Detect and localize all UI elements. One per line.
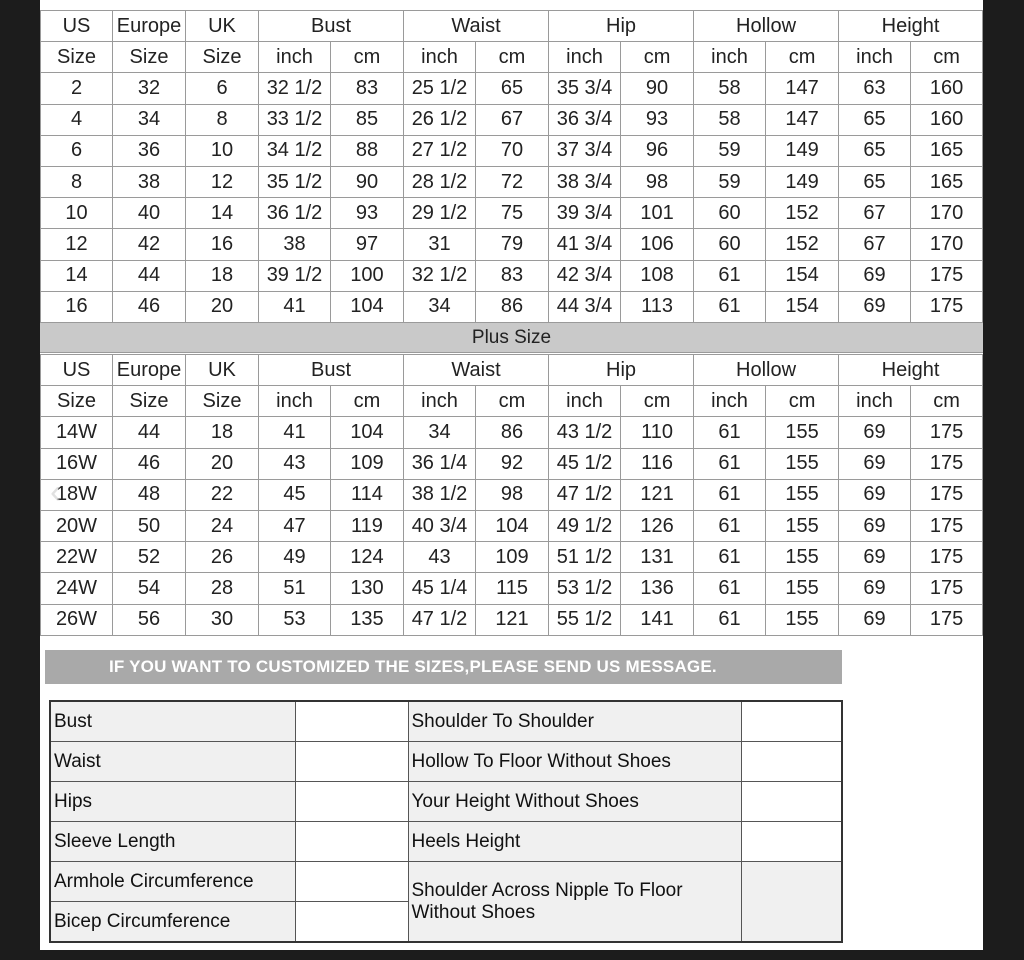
header-row [41, 355, 983, 386]
unit-cm-header: cm [766, 386, 839, 417]
table-cell: 12 [186, 166, 259, 197]
group-header-height: Height [839, 11, 983, 42]
table-cell: 69 [839, 510, 911, 541]
group-header-hip: Hip [549, 355, 694, 386]
table-cell: 61 [694, 417, 766, 448]
table-cell: 44 3/4 [549, 291, 621, 322]
table-cell: 155 [766, 573, 839, 604]
table-cell: 29 1/2 [404, 198, 476, 229]
table-cell: 36 3/4 [549, 104, 621, 135]
custom-measurement-form [49, 700, 843, 943]
table-cell: 69 [839, 479, 911, 510]
table-cell: 39 1/2 [259, 260, 331, 291]
table-cell: 175 [911, 542, 983, 573]
table-cell: 141 [621, 604, 694, 635]
table-cell: 25 1/2 [404, 73, 476, 104]
table-cell: 45 [259, 479, 331, 510]
table-cell: 50 [113, 510, 186, 541]
table-cell: 131 [621, 542, 694, 573]
table-cell: 20 [186, 291, 259, 322]
table-cell: 79 [476, 229, 549, 260]
table-cell: 12 [41, 229, 113, 260]
uk-size-header: UK [186, 11, 259, 42]
table-cell: 108 [621, 260, 694, 291]
table-cell: 49 1/2 [549, 510, 621, 541]
table-cell: 93 [331, 198, 404, 229]
table-cell: 16 [186, 229, 259, 260]
table-cell: 18W [41, 479, 113, 510]
table-cell: 44 [113, 260, 186, 291]
table-cell: 69 [839, 291, 911, 322]
table-cell: 152 [766, 198, 839, 229]
table-cell: 175 [911, 573, 983, 604]
table-cell: 126 [621, 510, 694, 541]
table-cell: 38 1/2 [404, 479, 476, 510]
table-cell: 65 [839, 104, 911, 135]
form-row [50, 822, 842, 862]
table-cell: 10 [186, 135, 259, 166]
table-cell: 38 [259, 229, 331, 260]
uk-size-header: UK [186, 355, 259, 386]
table-cell: 136 [621, 573, 694, 604]
table-cell: 26 [186, 542, 259, 573]
group-header-bust: Bust [259, 355, 404, 386]
table-cell: 44 [113, 417, 186, 448]
table-cell: 26 1/2 [404, 104, 476, 135]
table-cell: 52 [113, 542, 186, 573]
table-cell: 152 [766, 229, 839, 260]
table-cell: 83 [476, 260, 549, 291]
table-cell: 33 1/2 [259, 104, 331, 135]
unit-cm-header: cm [476, 42, 549, 73]
table-cell: 106 [621, 229, 694, 260]
table-cell: 24 [186, 510, 259, 541]
unit-cm-header: cm [331, 42, 404, 73]
table-cell: 175 [911, 291, 983, 322]
table-cell: 32 1/2 [404, 260, 476, 291]
form-label: Waist [50, 742, 295, 782]
table-cell: 69 [839, 448, 911, 479]
table-cell: 69 [839, 417, 911, 448]
unit-cm-header: cm [621, 42, 694, 73]
table-cell: 61 [694, 510, 766, 541]
table-cell: 69 [839, 573, 911, 604]
table-cell: 35 1/2 [259, 166, 331, 197]
table-cell: 124 [331, 542, 404, 573]
table-cell: 41 [259, 291, 331, 322]
table-cell: 36 1/2 [259, 198, 331, 229]
table-row [41, 291, 983, 322]
group-header-waist: Waist [404, 11, 549, 42]
table-row [41, 417, 983, 448]
table-cell: 35 3/4 [549, 73, 621, 104]
table-cell: 28 [186, 573, 259, 604]
form-label: Bust [50, 701, 295, 742]
table-cell: 6 [186, 73, 259, 104]
form-input-field[interactable] [295, 742, 408, 782]
table-cell: 175 [911, 448, 983, 479]
table-row [41, 198, 983, 229]
table-cell: 54 [113, 573, 186, 604]
form-input-field[interactable] [295, 902, 408, 943]
table-cell: 41 3/4 [549, 229, 621, 260]
unit-inch-header: inch [549, 42, 621, 73]
unit-inch-header: inch [694, 386, 766, 417]
table-cell: 53 [259, 604, 331, 635]
table-cell: 155 [766, 448, 839, 479]
table-cell: 16W [41, 448, 113, 479]
table-cell: 34 [113, 104, 186, 135]
form-row [50, 701, 842, 742]
table-cell: 69 [839, 260, 911, 291]
form-input-field[interactable] [295, 782, 408, 822]
table-cell: 116 [621, 448, 694, 479]
chevron-left-icon[interactable]: ‹ [50, 473, 62, 511]
form-label: Hollow To Floor Without Shoes [408, 742, 741, 782]
table-cell: 2 [41, 73, 113, 104]
custom-size-banner: IF YOU WANT TO CUSTOMIZED THE SIZES,PLEASE SEND US MESSAGE. [45, 650, 842, 684]
table-cell: 104 [476, 510, 549, 541]
unit-cm-header: cm [476, 386, 549, 417]
table-cell: 27 1/2 [404, 135, 476, 166]
form-label: Heels Height [408, 822, 741, 862]
table-cell: 46 [113, 448, 186, 479]
form-label: Hips [50, 782, 295, 822]
europe-size-header: Europe [113, 11, 186, 42]
table-cell: 170 [911, 198, 983, 229]
table-cell: 59 [694, 135, 766, 166]
form-label: Shoulder To Shoulder [408, 701, 741, 742]
unit-inch-header: inch [404, 42, 476, 73]
table-cell: 43 1/2 [549, 417, 621, 448]
us-size-header-sub: Size [41, 386, 113, 417]
table-cell: 42 3/4 [549, 260, 621, 291]
table-cell: 34 [404, 291, 476, 322]
table-row [41, 448, 983, 479]
group-header-hollow: Hollow [694, 11, 839, 42]
unit-inch-header: inch [549, 386, 621, 417]
table-cell: 90 [621, 73, 694, 104]
table-cell: 24W [41, 573, 113, 604]
uk-size-header-sub: Size [186, 42, 259, 73]
us-size-header: US [41, 355, 113, 386]
table-cell: 101 [621, 198, 694, 229]
unit-inch-header: inch [259, 42, 331, 73]
table-cell: 61 [694, 542, 766, 573]
table-cell: 39 3/4 [549, 198, 621, 229]
table-cell: 65 [839, 166, 911, 197]
group-header-hollow: Hollow [694, 355, 839, 386]
plus-size-table [40, 354, 983, 636]
table-cell: 165 [911, 166, 983, 197]
table-cell: 61 [694, 291, 766, 322]
table-cell: 37 3/4 [549, 135, 621, 166]
table-cell: 40 3/4 [404, 510, 476, 541]
table-cell: 135 [331, 604, 404, 635]
unit-cm-header: cm [911, 386, 983, 417]
table-cell: 45 1/4 [404, 573, 476, 604]
table-cell: 22 [186, 479, 259, 510]
size-chart-sheet [40, 0, 983, 950]
table-cell: 8 [41, 166, 113, 197]
table-cell: 58 [694, 73, 766, 104]
table-cell: 45 1/2 [549, 448, 621, 479]
table-cell: 110 [621, 417, 694, 448]
table-cell: 104 [331, 291, 404, 322]
table-cell: 147 [766, 104, 839, 135]
table-cell: 60 [694, 198, 766, 229]
table-cell: 65 [839, 135, 911, 166]
table-row [41, 542, 983, 573]
table-cell: 155 [766, 479, 839, 510]
table-cell: 97 [331, 229, 404, 260]
unit-inch-header: inch [839, 386, 911, 417]
table-row [41, 104, 983, 135]
table-cell: 121 [621, 479, 694, 510]
form-input-field[interactable] [741, 782, 842, 822]
table-cell: 86 [476, 417, 549, 448]
table-cell: 49 [259, 542, 331, 573]
table-cell: 90 [331, 166, 404, 197]
table-cell: 170 [911, 229, 983, 260]
table-cell: 47 1/2 [549, 479, 621, 510]
table-cell: 72 [476, 166, 549, 197]
table-cell: 67 [476, 104, 549, 135]
table-cell: 32 1/2 [259, 73, 331, 104]
uk-size-header-sub: Size [186, 386, 259, 417]
form-input-field[interactable] [295, 822, 408, 862]
form-row [50, 742, 842, 782]
table-cell: 61 [694, 479, 766, 510]
us-size-header-sub: Size [41, 42, 113, 73]
table-cell: 61 [694, 448, 766, 479]
table-cell: 53 1/2 [549, 573, 621, 604]
table-cell: 38 3/4 [549, 166, 621, 197]
table-cell: 175 [911, 510, 983, 541]
header-row [41, 386, 983, 417]
unit-inch-header: inch [694, 42, 766, 73]
table-cell: 121 [476, 604, 549, 635]
table-cell: 83 [331, 73, 404, 104]
form-label: Bicep Circumference [50, 902, 295, 943]
table-row [41, 73, 983, 104]
header-row [41, 11, 983, 42]
group-header-waist: Waist [404, 355, 549, 386]
us-size-header: US [41, 11, 113, 42]
form-input-field[interactable] [741, 822, 842, 862]
europe-size-header-sub: Size [113, 386, 186, 417]
table-row [41, 573, 983, 604]
unit-inch-header: inch [404, 386, 476, 417]
table-cell: 119 [331, 510, 404, 541]
unit-inch-header: inch [259, 386, 331, 417]
table-row [41, 479, 983, 510]
table-cell: 160 [911, 104, 983, 135]
table-row [41, 510, 983, 541]
table-cell: 109 [331, 448, 404, 479]
unit-cm-header: cm [621, 386, 694, 417]
table-cell: 85 [331, 104, 404, 135]
table-cell: 8 [186, 104, 259, 135]
table-cell: 113 [621, 291, 694, 322]
table-cell: 48 [113, 479, 186, 510]
table-cell: 55 1/2 [549, 604, 621, 635]
unit-inch-header: inch [839, 42, 911, 73]
unit-cm-header: cm [766, 42, 839, 73]
group-header-hip: Hip [549, 11, 694, 42]
table-cell: 60 [694, 229, 766, 260]
form-input-field[interactable] [295, 862, 408, 902]
form-input-field[interactable] [741, 862, 842, 943]
table-cell: 14W [41, 417, 113, 448]
table-cell: 155 [766, 542, 839, 573]
table-cell: 65 [476, 73, 549, 104]
table-cell: 6 [41, 135, 113, 166]
table-cell: 93 [621, 104, 694, 135]
europe-size-header-sub: Size [113, 42, 186, 73]
form-label: Armhole Circumference [50, 862, 295, 902]
table-cell: 43 [259, 448, 331, 479]
table-cell: 28 1/2 [404, 166, 476, 197]
header-row [41, 42, 983, 73]
table-row [41, 135, 983, 166]
table-cell: 36 [113, 135, 186, 166]
table-cell: 175 [911, 260, 983, 291]
table-row [41, 604, 983, 635]
table-cell: 18 [186, 260, 259, 291]
table-cell: 20W [41, 510, 113, 541]
table-cell: 30 [186, 604, 259, 635]
table-cell: 109 [476, 542, 549, 573]
table-cell: 26W [41, 604, 113, 635]
table-cell: 18 [186, 417, 259, 448]
table-row [41, 260, 983, 291]
plus-size-heading: Plus Size [40, 322, 983, 353]
table-cell: 51 [259, 573, 331, 604]
table-cell: 96 [621, 135, 694, 166]
table-cell: 155 [766, 604, 839, 635]
table-cell: 175 [911, 479, 983, 510]
table-cell: 67 [839, 229, 911, 260]
table-cell: 149 [766, 166, 839, 197]
table-cell: 154 [766, 260, 839, 291]
table-cell: 10 [41, 198, 113, 229]
table-cell: 69 [839, 604, 911, 635]
table-cell: 61 [694, 260, 766, 291]
table-cell: 88 [331, 135, 404, 166]
table-cell: 38 [113, 166, 186, 197]
table-cell: 46 [113, 291, 186, 322]
table-cell: 22W [41, 542, 113, 573]
table-row [41, 229, 983, 260]
table-cell: 14 [41, 260, 113, 291]
form-label: Sleeve Length [50, 822, 295, 862]
table-cell: 75 [476, 198, 549, 229]
table-cell: 86 [476, 291, 549, 322]
table-cell: 31 [404, 229, 476, 260]
table-cell: 69 [839, 542, 911, 573]
table-cell: 16 [41, 291, 113, 322]
table-cell: 115 [476, 573, 549, 604]
table-cell: 114 [331, 479, 404, 510]
form-input-field[interactable] [741, 701, 842, 742]
table-cell: 70 [476, 135, 549, 166]
table-cell: 100 [331, 260, 404, 291]
table-cell: 41 [259, 417, 331, 448]
table-cell: 40 [113, 198, 186, 229]
table-cell: 47 1/2 [404, 604, 476, 635]
table-cell: 34 [404, 417, 476, 448]
table-cell: 42 [113, 229, 186, 260]
table-cell: 130 [331, 573, 404, 604]
table-cell: 175 [911, 417, 983, 448]
table-cell: 175 [911, 604, 983, 635]
table-cell: 43 [404, 542, 476, 573]
table-cell: 147 [766, 73, 839, 104]
table-cell: 32 [113, 73, 186, 104]
form-label: Your Height Without Shoes [408, 782, 741, 822]
table-cell: 4 [41, 104, 113, 135]
table-cell: 59 [694, 166, 766, 197]
table-cell: 58 [694, 104, 766, 135]
table-cell: 61 [694, 604, 766, 635]
table-cell: 51 1/2 [549, 542, 621, 573]
form-row [50, 782, 842, 822]
group-header-height: Height [839, 355, 983, 386]
europe-size-header: Europe [113, 355, 186, 386]
table-cell: 155 [766, 510, 839, 541]
standard-size-table [40, 10, 983, 323]
form-input-field[interactable] [295, 701, 408, 742]
form-row [50, 862, 842, 902]
table-cell: 160 [911, 73, 983, 104]
table-cell: 63 [839, 73, 911, 104]
table-cell: 104 [331, 417, 404, 448]
table-cell: 98 [476, 479, 549, 510]
table-cell: 98 [621, 166, 694, 197]
table-cell: 67 [839, 198, 911, 229]
form-label: Shoulder Across Nipple To Floor Without Shoes [408, 862, 741, 943]
group-header-bust: Bust [259, 11, 404, 42]
table-cell: 155 [766, 417, 839, 448]
table-cell: 149 [766, 135, 839, 166]
unit-cm-header: cm [331, 386, 404, 417]
table-cell: 56 [113, 604, 186, 635]
table-cell: 61 [694, 573, 766, 604]
table-cell: 47 [259, 510, 331, 541]
table-cell: 20 [186, 448, 259, 479]
table-cell: 154 [766, 291, 839, 322]
table-row [41, 166, 983, 197]
table-cell: 165 [911, 135, 983, 166]
form-input-field[interactable] [741, 742, 842, 782]
table-cell: 92 [476, 448, 549, 479]
unit-cm-header: cm [911, 42, 983, 73]
table-cell: 36 1/4 [404, 448, 476, 479]
table-cell: 14 [186, 198, 259, 229]
table-cell: 34 1/2 [259, 135, 331, 166]
